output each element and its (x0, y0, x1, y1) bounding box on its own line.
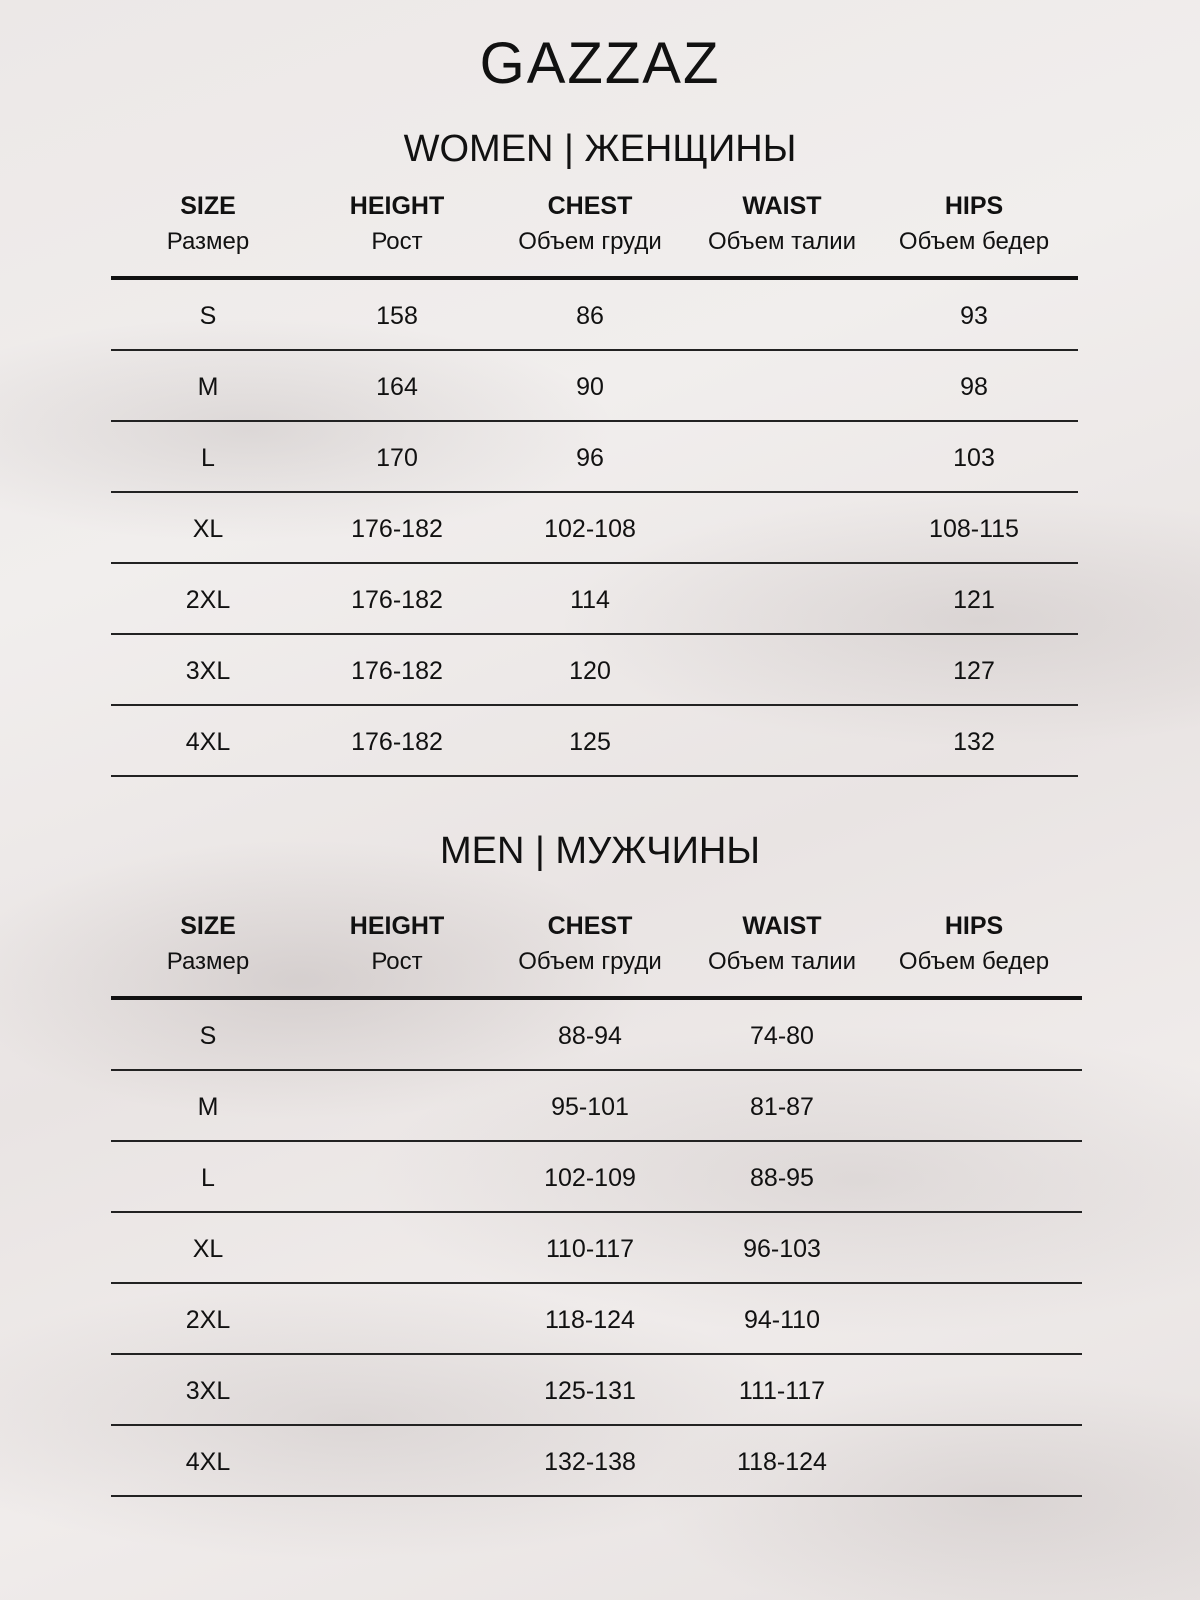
table-row (111, 1426, 1082, 1497)
table-row (111, 1213, 1082, 1284)
table-row (111, 1142, 1082, 1213)
waist-cell: 111-117 (738, 1377, 826, 1405)
table-row (111, 351, 1078, 422)
chest-cell: 96 (576, 444, 604, 472)
size-cell: 3XL (185, 657, 231, 685)
chest-cell: 114 (570, 586, 610, 614)
table-row (111, 564, 1078, 635)
men-header-waist: WAIST Объем талии (707, 912, 857, 975)
women-header-height: HEIGHT Рост (349, 192, 445, 255)
table-row (111, 422, 1078, 493)
table-row (111, 706, 1078, 777)
height-cell: 164 (376, 373, 418, 401)
size-cell: XL (192, 1235, 224, 1263)
chest-cell: 120 (569, 657, 611, 685)
hips-cell: 93 (960, 302, 988, 330)
height-cell: 176-182 (351, 728, 443, 756)
hips-cell: 108-115 (929, 515, 1019, 543)
women-header-hips: HIPS Объем бедер (898, 192, 1050, 255)
size-cell: 2XL (185, 1306, 231, 1334)
chest-cell: 102-108 (544, 515, 636, 543)
women-header-size: SIZE Размер (166, 192, 250, 255)
size-cell: M (197, 373, 219, 401)
table-row (111, 1284, 1082, 1355)
chest-cell: 88-94 (558, 1022, 622, 1050)
men-header-hips: HIPS Объем бедер (898, 912, 1050, 975)
size-cell: 3XL (185, 1377, 231, 1405)
chest-cell: 95-101 (551, 1093, 629, 1121)
table-row (111, 1071, 1082, 1142)
chest-cell: 125-131 (544, 1377, 636, 1405)
women-table-header (111, 188, 1078, 276)
height-cell: 158 (376, 302, 418, 330)
hips-cell: 121 (953, 586, 995, 614)
waist-cell: 74-80 (750, 1022, 814, 1050)
chest-cell: 118-124 (545, 1306, 635, 1334)
table-row (111, 1000, 1082, 1071)
hips-cell: 132 (953, 728, 995, 756)
chest-cell: 110-117 (545, 1235, 635, 1263)
size-cell: L (201, 444, 215, 472)
chest-cell: 86 (576, 302, 604, 330)
table-row (111, 280, 1078, 351)
men-header-height: HEIGHT Рост (349, 912, 445, 975)
size-cell: S (199, 1022, 217, 1050)
women-size-table (111, 188, 1078, 777)
size-cell: 2XL (185, 586, 231, 614)
men-header-size: SIZE Размер (166, 912, 250, 975)
men-size-table (111, 908, 1082, 1497)
chest-cell: 90 (576, 373, 604, 401)
size-cell: XL (192, 515, 224, 543)
waist-cell: 118-124 (737, 1448, 827, 1476)
waist-cell: 88-95 (750, 1164, 814, 1192)
hips-cell: 127 (953, 657, 995, 685)
hips-cell: 98 (960, 373, 988, 401)
women-header-chest: CHEST Объем груди (518, 192, 662, 255)
waist-cell: 96-103 (743, 1235, 821, 1263)
height-cell: 170 (376, 444, 418, 472)
height-cell: 176-182 (351, 586, 443, 614)
chest-cell: 102-109 (544, 1164, 636, 1192)
waist-cell: 94-110 (744, 1306, 820, 1334)
size-cell: S (199, 302, 217, 330)
size-cell: 4XL (185, 1448, 231, 1476)
table-row (111, 1355, 1082, 1426)
size-cell: M (197, 1093, 219, 1121)
height-cell: 176-182 (351, 657, 443, 685)
men-header-chest: CHEST Объем груди (518, 912, 662, 975)
table-row (111, 635, 1078, 706)
hips-cell: 103 (953, 444, 995, 472)
chest-cell: 132-138 (544, 1448, 636, 1476)
height-cell: 176-182 (351, 515, 443, 543)
size-cell: L (201, 1164, 215, 1192)
table-row (111, 493, 1078, 564)
waist-cell: 81-87 (750, 1093, 814, 1121)
men-table-header (111, 908, 1082, 996)
women-header-waist: WAIST Объем талии (707, 192, 857, 255)
men-section-title: MEN | МУЖЧИНЫ (439, 830, 761, 872)
size-cell: 4XL (185, 728, 231, 756)
brand-title: GAZZAZ (479, 31, 721, 96)
chest-cell: 125 (569, 728, 611, 756)
women-section-title: WOMEN | ЖЕНЩИНЫ (403, 128, 797, 170)
